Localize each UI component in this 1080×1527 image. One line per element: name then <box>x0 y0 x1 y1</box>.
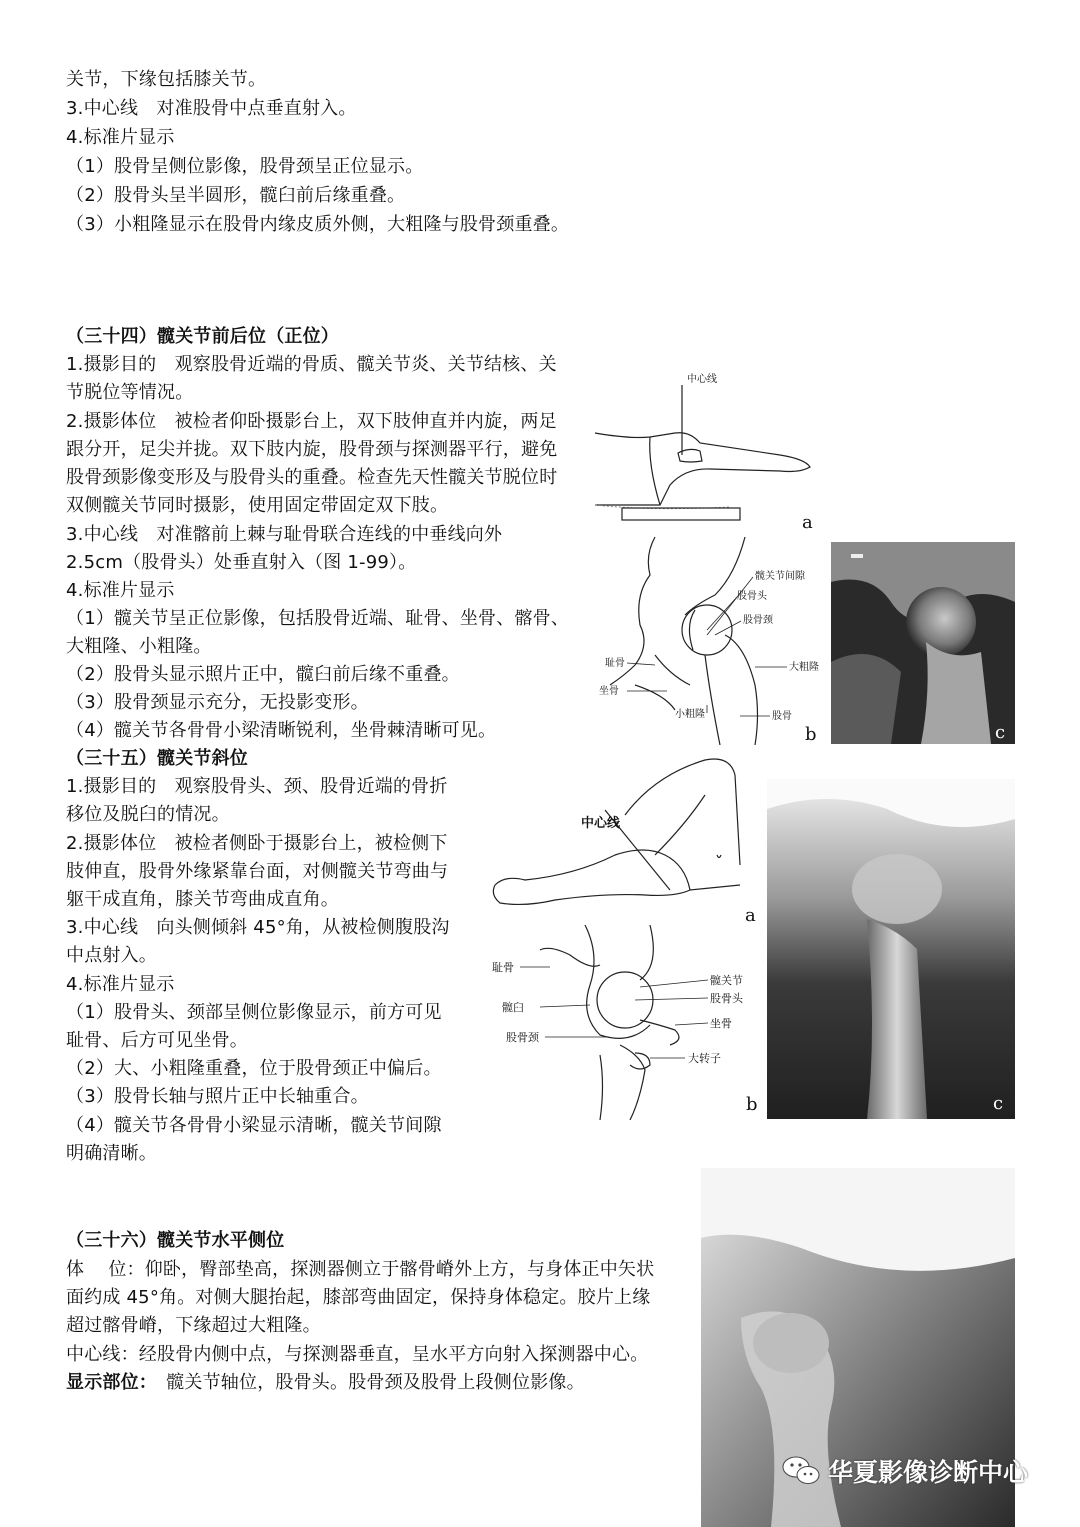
section-34-title: （三十四）髋关节前后位（正位） <box>66 326 339 347</box>
figure-34c-radiograph <box>831 542 1015 744</box>
label-acetabulum: 髋臼 <box>502 1001 524 1014</box>
label-hip-joint: 髋关节 <box>710 974 743 987</box>
label-hip-joint-space: 髋关节间隙 <box>755 571 805 582</box>
figure-34a-positioning-sketch <box>590 365 825 535</box>
label-femoral-neck: 股骨颈 <box>506 1031 539 1044</box>
s34-line: （2）股骨头显示照片正中，髋臼前后缘不重叠。 <box>66 664 460 685</box>
s35-line: 4.标准片显示 <box>66 974 175 995</box>
s34-line: 4.标准片显示 <box>66 580 175 601</box>
s35-line: 明确清晰。 <box>66 1143 157 1164</box>
label-greater-trochanter: 大转子 <box>688 1052 721 1065</box>
s35-line: （3）股骨长轴与照片正中长轴重合。 <box>66 1086 369 1107</box>
top-line: 关节，下缘包括膝关节。 <box>66 69 267 90</box>
label-pubis: 耻骨 <box>605 658 625 669</box>
top-line: 3.中心线 对准股骨中点垂直射入。 <box>66 98 357 119</box>
label-femoral-head: 股骨头 <box>737 591 767 602</box>
s35-line: 肢伸直，股骨外缘紧靠台面，对侧髋关节弯曲与 <box>66 861 449 882</box>
figure-35a-positioning-sketch <box>485 755 760 925</box>
s35-line: （2）大、小粗隆重叠，位于股骨颈正中偏后。 <box>66 1058 442 1079</box>
wechat-icon <box>782 1455 820 1487</box>
s34-line: （3）股骨颈显示充分，无投影变形。 <box>66 692 369 713</box>
s35-line: 1.摄影目的 观察股骨头、颈、股骨近端的骨折 <box>66 776 448 797</box>
s36-line: 体 位：仰卧，臀部垫高，探测器侧立于髂骨嵴外上方，与身体正中矢状 <box>66 1259 655 1280</box>
panel-label-a: a <box>802 512 813 533</box>
label-femoral-head: 股骨头 <box>710 992 743 1005</box>
panel-label-a: a <box>745 905 756 925</box>
s35-line: 耻骨、后方可见坐骨。 <box>66 1030 248 1051</box>
watermark-text: 华夏影像诊断中心 <box>828 1458 1029 1487</box>
panel-label-c: c <box>993 1093 1004 1114</box>
panel-label-b: b <box>805 724 817 745</box>
s35-line: 移位及脱臼的情况。 <box>66 804 230 825</box>
center-line-label: 中心线 <box>687 374 717 385</box>
s35-line: 躯干成直角，膝关节弯曲成直角。 <box>66 889 339 910</box>
display-text: 髋关节轴位，股骨头。股骨颈及股骨上段侧位影像。 <box>148 1372 585 1393</box>
s35-line: 中点射入。 <box>66 945 157 966</box>
s34-line: 双侧髋关节同时摄影，使用固定带固定双下肢。 <box>66 495 449 516</box>
watermark <box>782 1453 1028 1489</box>
label-pubis: 耻骨 <box>492 961 514 974</box>
section-36-title: （三十六）髋关节水平侧位 <box>66 1230 285 1251</box>
panel-label-c: c <box>995 722 1006 743</box>
top-line: （2）股骨头呈半圆形，髋臼前后缘重叠。 <box>66 185 406 206</box>
label-ischium: 坐骨 <box>599 686 619 697</box>
s35-line: 2.摄影体位 被检者侧卧于摄影台上，被检侧下 <box>66 833 448 854</box>
s34-line: 2.摄影体位 被检者仰卧摄影台上，双下肢伸直并内旋，两足 <box>66 411 557 432</box>
s34-line: 2.5cm（股骨头）处垂直射入（图 1-99）。 <box>66 552 417 573</box>
s35-line: 3.中心线 向头侧倾斜 45°角，从被检侧腹股沟 <box>66 917 450 938</box>
center-line-label: 中心线 <box>581 816 621 831</box>
display-label: 显示部位： <box>66 1372 148 1393</box>
top-line: （3）小粗隆显示在股骨内缘皮质外侧，大粗隆与股骨颈重叠。 <box>66 214 570 235</box>
s34-line: 3.中心线 对准髂前上棘与耻骨联合连线的中垂线向外 <box>66 524 503 545</box>
s36-display-line <box>66 1371 585 1395</box>
s36-line: 面约成 45°角。对侧大腿抬起，膝部弯曲固定，保持身体稳定。胶片上缘 <box>66 1287 651 1308</box>
section-35-title: （三十五）髋关节斜位 <box>66 748 248 769</box>
s35-line: （1）股骨头、颈部呈侧位影像显示，前方可见 <box>66 1002 442 1023</box>
label-femoral-neck: 股骨颈 <box>743 615 773 626</box>
panel-label-b: b <box>746 1094 758 1115</box>
s36-line: 超过髂骨嵴，下缘超过大粗隆。 <box>66 1315 321 1336</box>
top-line: 4.标准片显示 <box>66 127 175 148</box>
s34-line: 节脱位等情况。 <box>66 382 194 403</box>
figure-35c-radiograph <box>767 779 1015 1119</box>
top-line: （1）股骨呈侧位影像，股骨颈呈正位显示。 <box>66 156 424 177</box>
s34-line: 跟分开，足尖并拢。双下肢内旋，股骨颈与探测器平行，避免 <box>66 439 558 460</box>
label-ischium: 坐骨 <box>710 1017 732 1030</box>
s36-line: 中心线：经股骨内侧中点，与探测器垂直，呈水平方向射入探测器中心。 <box>66 1344 649 1365</box>
s35-line: （4）髋关节各骨骨小梁显示清晰，髋关节间隙 <box>66 1115 442 1136</box>
s34-line: （4）髋关节各骨骨小梁清晰锐利，坐骨棘清晰可见。 <box>66 720 497 741</box>
figure-35b-hip-diagram <box>490 925 765 1120</box>
s34-line: 1.摄影目的 观察股骨近端的骨质、髋关节炎、关节结核、关 <box>66 354 557 375</box>
label-lesser-trochanter: 小粗隆 <box>675 709 705 720</box>
s34-line: 大粗隆、小粗隆。 <box>66 636 212 657</box>
s34-line: （1）髋关节呈正位影像，包括股骨近端、耻骨、坐骨、髂骨、 <box>66 608 570 629</box>
label-femur: 股骨 <box>772 711 792 722</box>
s34-line: 股骨颈影像变形及与股骨头的重叠。检查先天性髋关节脱位时 <box>66 467 558 488</box>
label-greater-trochanter: 大粗隆 <box>789 662 819 673</box>
figure-34b-hip-diagram <box>595 535 825 745</box>
